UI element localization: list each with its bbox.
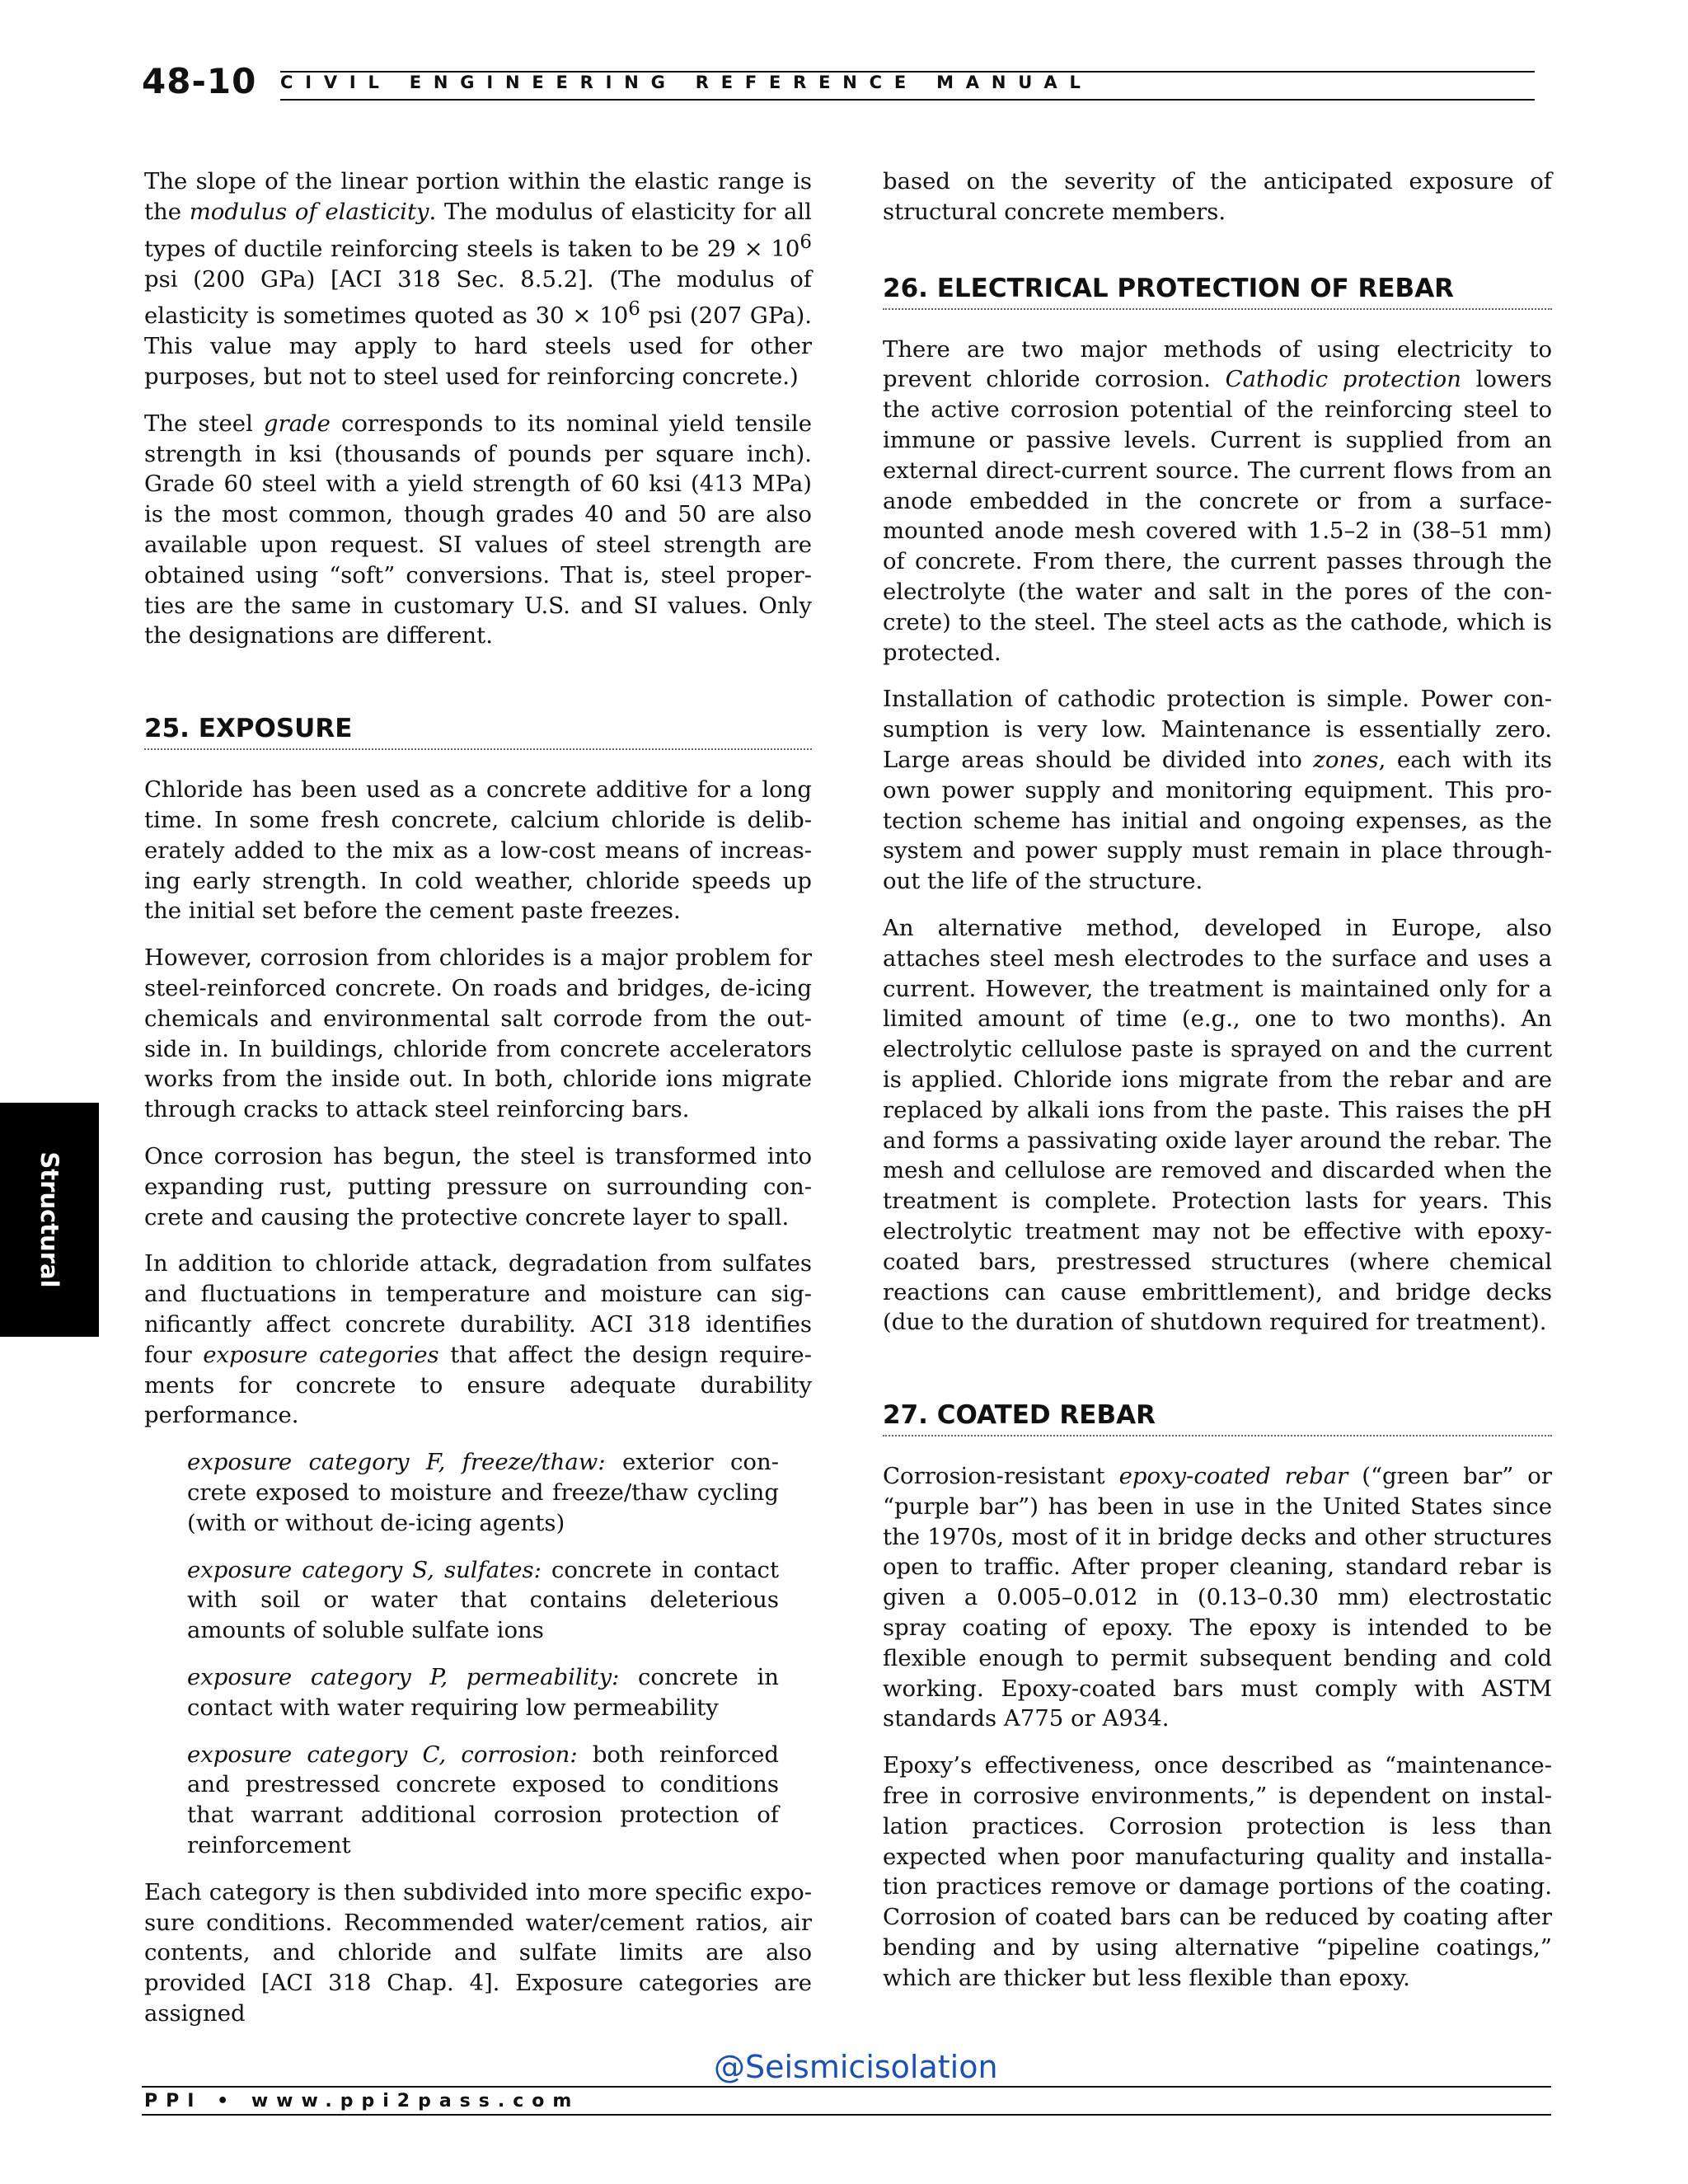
category-c: exposure category C, corrosion: both reinforced and prestressed concrete exposed to conditions that warrant additional corrosion protection of reinforcement <box>187 1741 779 1858</box>
side-tab-label: Structural <box>35 1151 63 1288</box>
category-s: exposure category S, sulfates: concrete in contact with soil or water that contains deleterious amounts of soluble sulfate ions <box>187 1556 779 1644</box>
paragraph-rust: Once corrosion has begun, the steel is transformed into expanding rust, putting pressure on surrounding concrete and causing the protective concrete layer to spall. <box>144 1143 812 1230</box>
paragraph-modulus: The slope of the linear portion within the elastic range is the modulus of elasticity. The modulus of elasticity for all types of ductile reinforcing steels is taken to be $29 \times 10^6$ psi (200 GPa) [ACI 318 Sec. 8.5.2]. (The modulus of elasticity is sometimes quoted as $30 \times 10^6$ psi (207 GPa). This value may apply to hard steels used for other purposes, but not to steel used for reinforcing concrete.) <box>144 168 812 391</box>
footer-rule-top <box>142 2086 1551 2088</box>
paragraph-alternative: An alternative method, developed in Europe, also attaches steel mesh electrodes to the surface and uses a current. However, the treatment is maintained only for a limited amount of time (e.g., one to two months). An electrolytic cellulose paste is sprayed on and the current is applied. Chloride ions migrate from the rebar and are replaced by alkali ions from the paste. This raises the pH and forms a passivating oxide layer around the rebar. The mesh and cellulose are removed and discarded when the treatment is complete. Protection lasts for years. This electrolytic treatment may not be effective with epoxy-coated bars, prestressed structures (where chemical reactions can cause embrittlement), and bridge decks (due to the duration of shutdown required for treatment). <box>883 914 1552 1336</box>
category-p: exposure category P, permeability: concrete in contact with water requiring low permeability <box>187 1663 779 1721</box>
watermark-text: @Seismicisolation <box>714 2049 998 2085</box>
header-rule-bottom <box>280 99 1535 101</box>
paragraph-epoxy-coated: Corrosion-resistant epoxy-coated rebar (“green bar” or “purple bar”) has been in use in the United States since the 1970s, most of it in bridge decks and other structures open to traffic. After proper cleaning, standard rebar is given a 0.005–0.012 in (0.13–0.30 mm) electrostatic spray coating of epoxy. The epoxy is intended to be flexible enough to permit subsequent bending and cold working. Epoxy-coated bars must comply with ASTM standards A775 or A934. <box>883 1463 1552 1732</box>
page-number: 48-10 <box>142 61 257 101</box>
section-side-tab <box>0 1103 99 1337</box>
manual-title: CIVIL ENGINEERING REFERENCE MANUAL <box>280 73 1093 92</box>
footer-rule-bottom <box>142 2114 1551 2116</box>
paragraph-cathodic: There are two major methods of using electricity to prevent chloride corrosion. Cathodic protection lowers the active corrosion potential of the reinforcing steel to immune or passive levels. Current is supplied from an external direct-current source. The current flows from an anode embedded in the concrete or from a surface-mounted anode mesh covered with 1.5–2 in (38–51 mm) of concrete. From there, the current passes through the electrolyte (the water and salt in the pores of the concrete) to the steel. The steel acts as the cathode, which is protected. <box>883 335 1552 666</box>
paragraph-installation: Installation of cathodic protection is simple. Power consumption is very low. Maintenance is essentially zero. Large areas should be divided into zones, each with its own power supply and monitoring equipment. This protection scheme has initial and ongoing expenses, as the system and power supply must remain in place throughout the life of the structure. <box>883 686 1552 895</box>
publisher-footer: PPI • www.ppi2pass.com <box>144 2091 580 2111</box>
paragraph-subdivided: Each category is then subdivided into more specific exposure conditions. Recommended water/cement ratios, air contents, and chloride and sulfate limits are also provided [ACI 318 Chap. 4]. Exposure categories are assigned <box>144 1878 812 2027</box>
section-heading-electrical: 26. ELECTRICAL PROTECTION OF REBAR <box>883 274 1552 310</box>
paragraph-grade: The steel grade corresponds to its nominal yield tensile strength in ksi (thousands of pounds per square inch). Grade 60 steel with a yield strength of 60 ksi (413 MPa) is the most common, though grades 40 and 50 are also available upon request. SI values of steel strength are obtained using “soft” conversions. That is, steel properties are the same in customary U.S. and SI values. Only the designations are different. <box>144 410 812 649</box>
left-column <box>144 166 812 2029</box>
paragraph-severity: based on the severity of the anticipated exposure of structural concrete members. <box>883 168 1552 225</box>
section-heading-coated-rebar: 27. COATED REBAR <box>883 1400 1552 1436</box>
right-column <box>883 166 1552 1994</box>
section-heading-exposure: 25. EXPOSURE <box>144 714 812 750</box>
paragraph-effectiveness: Epoxy’s effectiveness, once described as “maintenance-free in corrosive environments,” is dependent on installation practices. Corrosion protection is less than expected when poor manufacturing quality and installation practices remove or damage portions of the coating. Corrosion of coated bars can be reduced by coating after bending and by using alternative “pipeline coatings,” which are thicker but less flexible than epoxy. <box>883 1752 1552 1991</box>
category-f: exposure category F, freeze/thaw: exterior concrete exposed to moisture and freeze/thaw cycling (with or without de-icing agents) <box>187 1449 780 1536</box>
paragraph-chloride: Chloride has been used as a concrete additive for a long time. In some fresh concrete, calcium chloride is deliberately added to the mix as a low-cost means of increasing early strength. In cold weather, chloride speeds up the initial set before the cement paste freezes. <box>144 776 812 925</box>
paragraph-corrosion: However, corrosion from chlorides is a major problem for steel-reinforced concrete. On roads and bridges, de-icing chemicals and environmental salt corrode from the outside in. In buildings, chloride from concrete accelerators works from the inside out. In both, chloride ions migrate through cracks to attack steel reinforcing bars. <box>144 944 812 1123</box>
paragraph-exposure-categories: In addition to chloride attack, degradation from sulfates and fluctuations in temperature and moisture can significantly affect concrete durability. ACI 318 identifies four exposure categories that affect the design requirements for concrete to ensure adequate durability performance. <box>144 1250 812 1429</box>
